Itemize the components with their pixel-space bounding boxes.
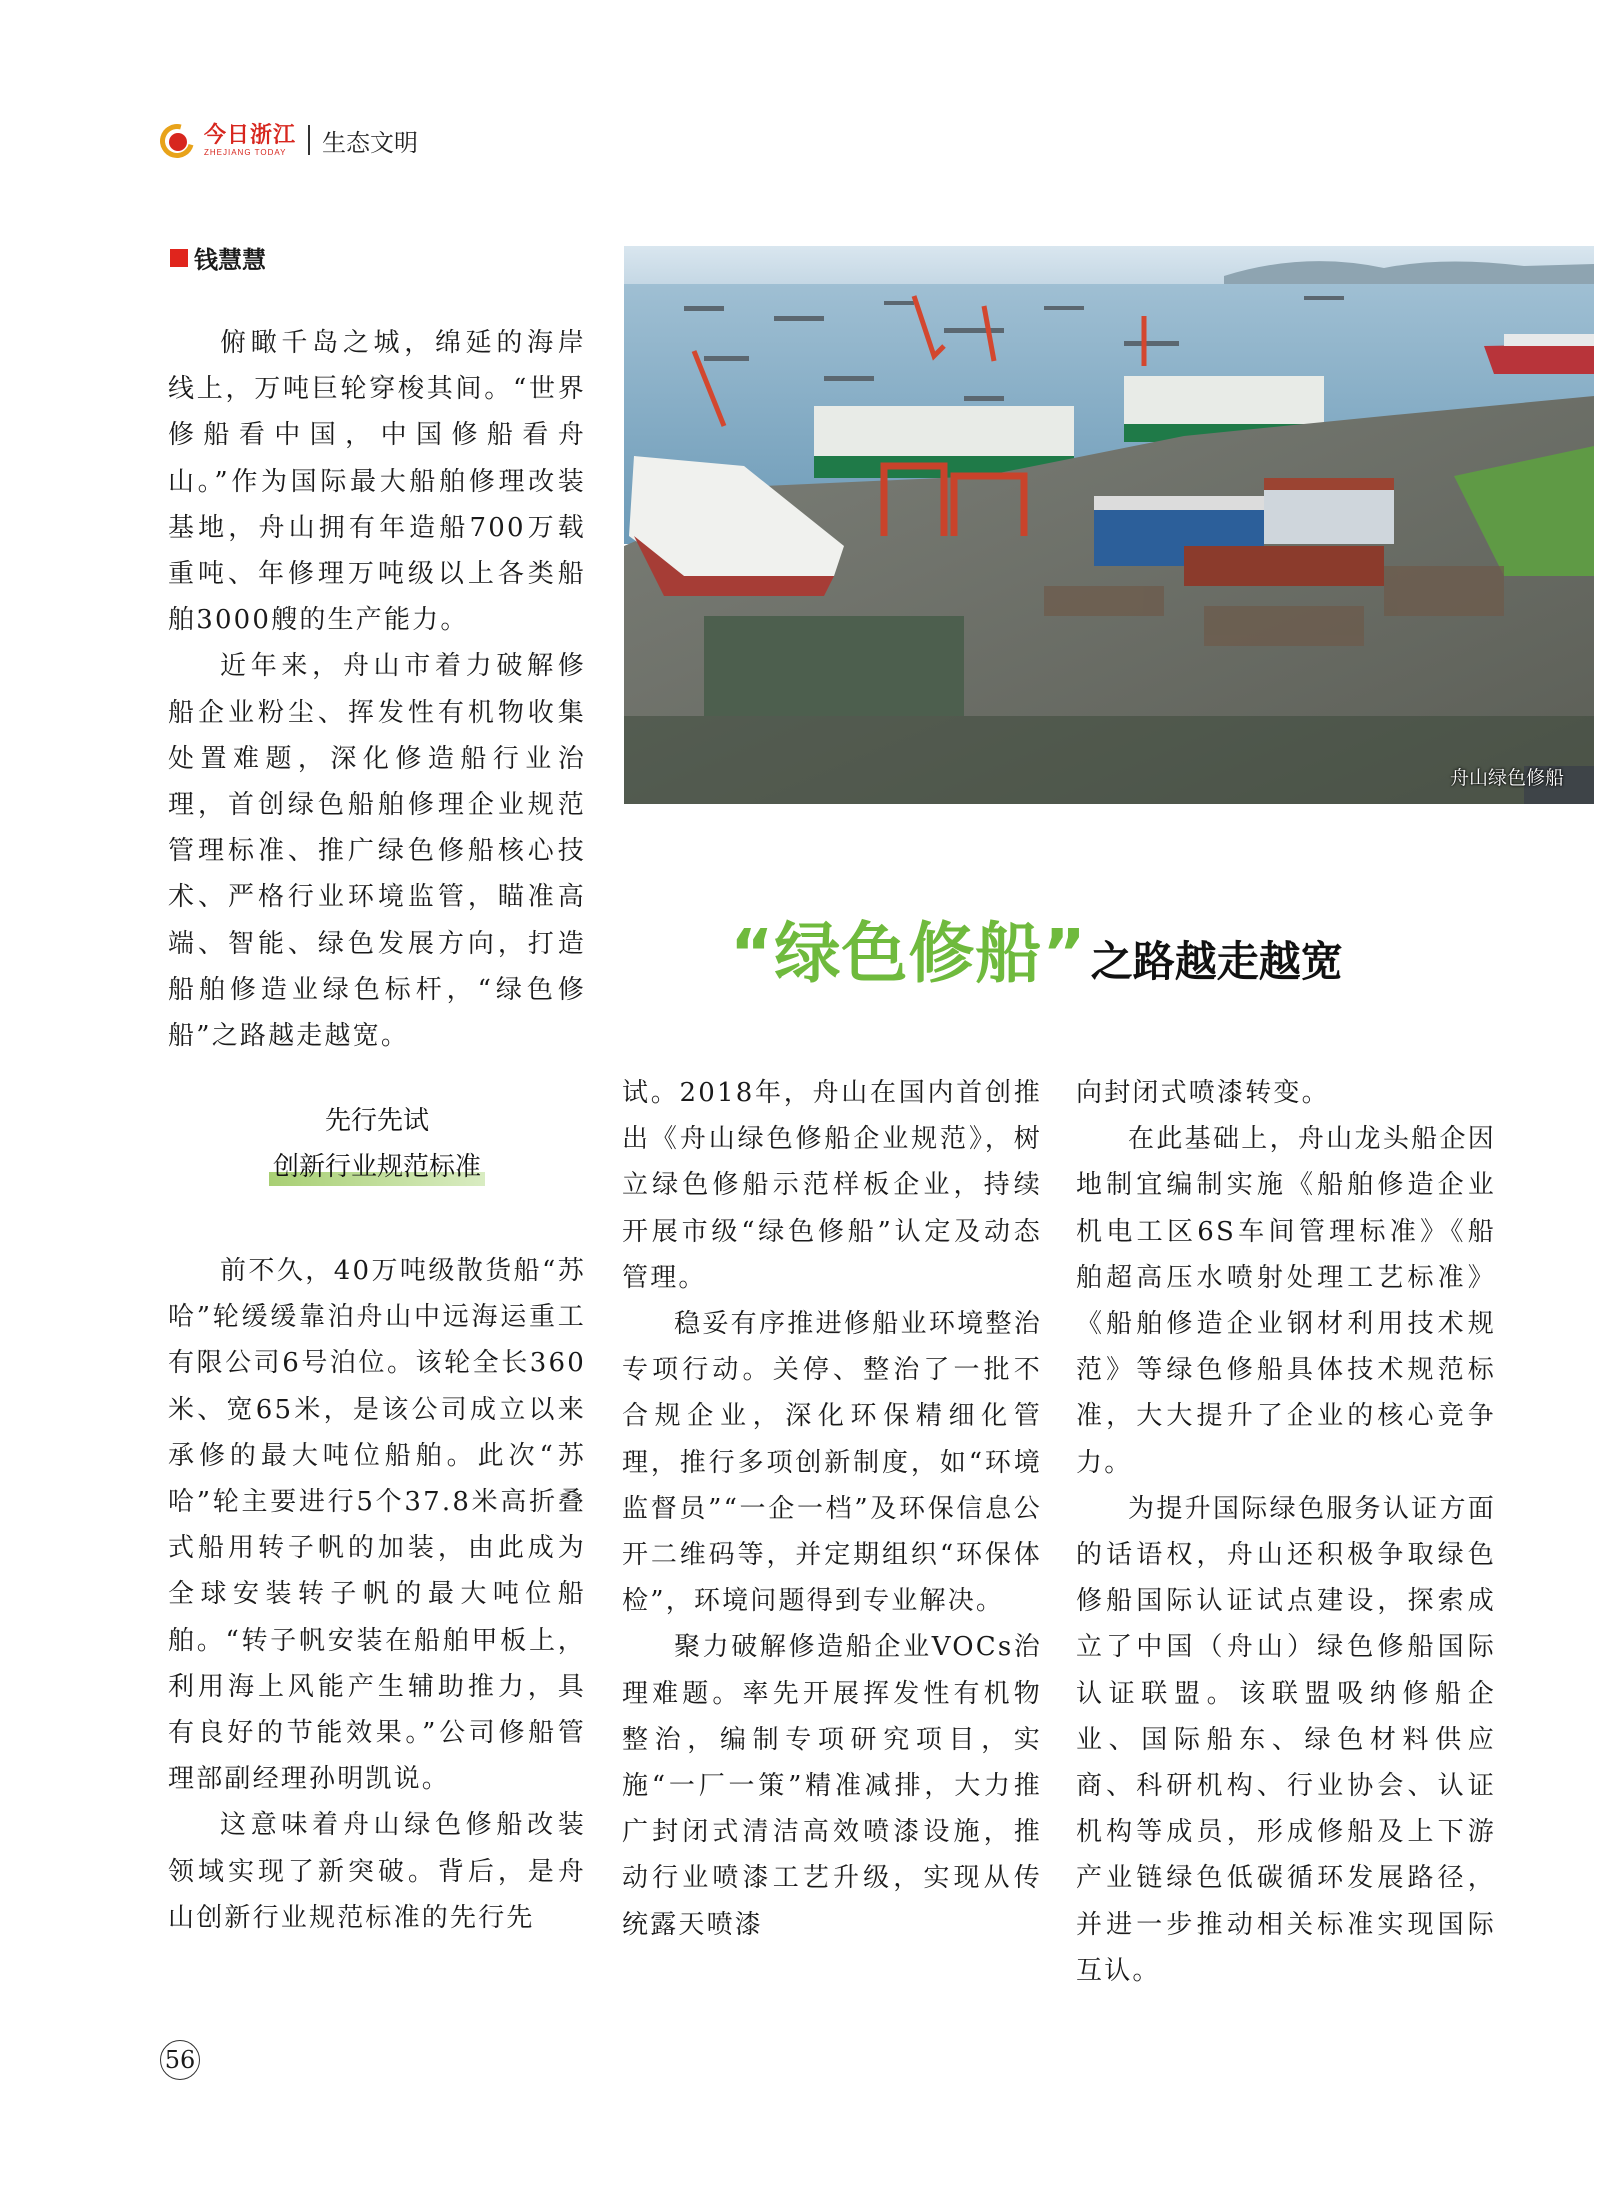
page-number: 56	[160, 2040, 200, 2080]
body-paragraph: 这意味着舟山绿色修船改装领域实现了新突破。背后，是舟山创新行业规范标准的先行先	[168, 1810, 586, 1933]
logo-english: ZHEJIANG TODAY	[204, 147, 287, 157]
intro-paragraph: 俯瞰千岛之城，绵延的海岸线上，万吨巨轮穿梭其间。“世界修船看中国，中国修船看舟山。”作为国际最大船舶修理改装基地，舟山拥有年造船700万载重吨、年修理万吨级以上各类船舶3000艘的生产能力。	[168, 328, 586, 636]
subheading-line2-text: 创新行业规范标准	[272, 1152, 481, 1182]
subheading-line2	[273, 1144, 481, 1190]
body-column-3	[1076, 1070, 1496, 1994]
body-paragraph: 前不久，40万吨级散货船“苏哈”轮缓缓靠泊舟山中远海运重工有限公司6号泊位。该轮全长360米、宽65米，是该公司成立以来承修的最大吨位船舶。此次“苏哈”轮主要进行5个37.8米高折叠式船用转子帆的加装，由此成为全球安装转子帆的最大吨位船舶。“转子帆安装在船舶甲板上，利用海上风能产生辅助推力，具有良好的节能效果。”公司修船管理部副经理孙明凯说。	[168, 1256, 586, 1795]
body-paragraph: 聚力破解修造船企业VOCs治理难题。率先开展挥发性有机物整治，编制专项研究项目，实施“一厂一策”精准减排，大力推广封闭式清洁高效喷漆设施，推动行业喷漆工艺升级，实现从传统露天喷漆	[622, 1632, 1042, 1940]
author-name: 钱慧慧	[194, 246, 266, 274]
shipyard-photo	[624, 246, 1594, 804]
title-highlight: “绿色修船”	[730, 915, 1087, 992]
title-rest: 之路越走越宽	[1090, 937, 1343, 986]
shipyard-aerial-image	[624, 246, 1594, 804]
magazine-logo	[204, 121, 297, 157]
body-paragraph: 稳妥有序推进修船业环境整治专项行动。关停、整治了一批不合规企业，深化环保精细化管理，推行多项创新制度，如“环境监督员”“一企一档”及环保信息公开二维码等，并定期组织“环保体检”，环境问题得到专业解决。	[622, 1309, 1042, 1617]
subheading-line1: 先行先试	[324, 1106, 429, 1136]
body-paragraph: 在此基础上，舟山龙头船企因地制宜编制实施《船舶修造企业机电工区6S车间管理标准》《船舶超高压水喷射处理工艺标准》《船舶修造企业钢材利用技术规范》等绿色修船具体技术规范标准，大大提升了企业的核心竞争力。	[1076, 1124, 1496, 1478]
photo-caption: 舟山绿色修船	[1449, 767, 1564, 789]
body-column-1	[168, 1248, 586, 1941]
intro-text	[168, 320, 586, 1059]
author-byline	[170, 240, 266, 275]
red-square-icon	[170, 249, 188, 267]
page-header	[160, 116, 418, 164]
article-title	[730, 900, 1343, 995]
body-paragraph: 向封闭式喷漆转变。	[1076, 1078, 1330, 1108]
header-divider	[308, 125, 310, 155]
body-column-2	[622, 1070, 1042, 1948]
zhejiang-today-logo-icon	[160, 120, 200, 160]
logo-chinese: 今日浙江	[204, 121, 297, 148]
body-paragraph: 为提升国际绿色服务认证方面的话语权，舟山还积极争取绿色修船国际认证试点建设，探索成立了中国（舟山）绿色修船国际认证联盟。该联盟吸纳修船企业、国际船东、绿色材料供应商、科研机构、行业协会、认证机构等成员，形成修船及上下游产业链绿色低碳循环发展路径，并进一步推动相关标准实现国际互认。	[1076, 1493, 1496, 1986]
body-paragraph: 试。2018年，舟山在国内首创推出《舟山绿色修船企业规范》，树立绿色修船示范样板企业，持续开展市级“绿色修船”认定及动态管理。	[622, 1078, 1042, 1293]
subheading	[168, 1098, 586, 1190]
intro-paragraph: 近年来，舟山市着力破解修船企业粉尘、挥发性有机物收集处置难题，深化修造船行业治理，首创绿色船舶修理企业规范管理标准、推广绿色修船核心技术、严格行业环境监管，瞄准高端、智能、绿色发展方向，打造船舶修造业绿色标杆，“绿色修船”之路越走越宽。	[168, 651, 586, 1052]
section-name: 生态文明	[322, 128, 419, 157]
